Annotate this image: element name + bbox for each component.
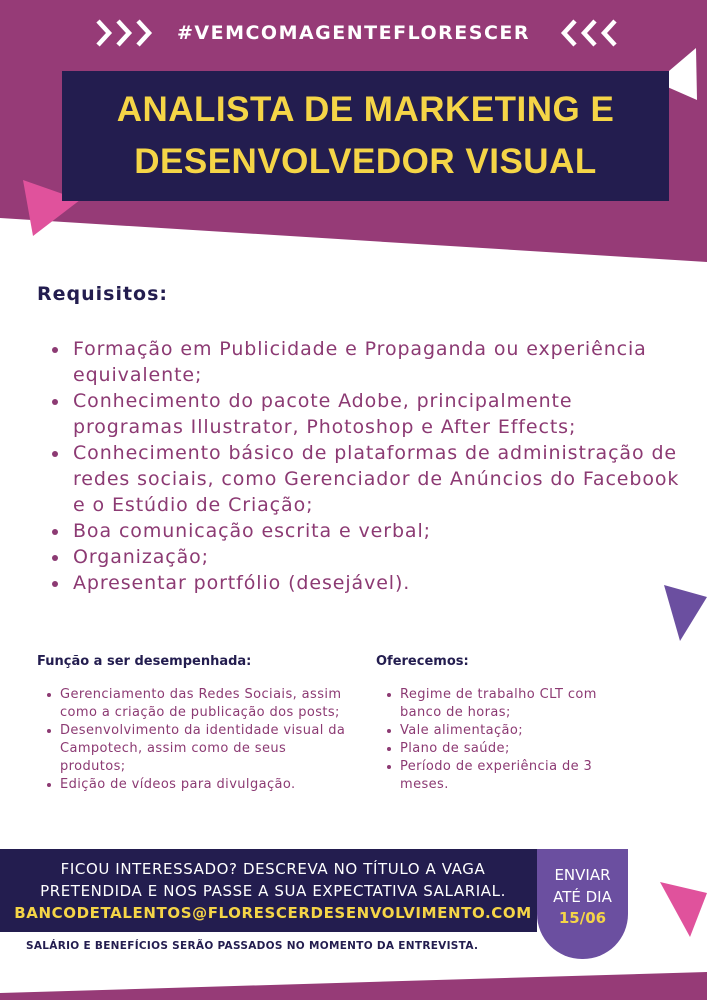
list-item: Boa comunicação escrita e verbal; bbox=[50, 518, 690, 544]
function-list bbox=[46, 686, 351, 794]
list-item: Gerenciamento das Redes Sociais, assim como a criação de publicação dos posts; bbox=[46, 686, 351, 722]
function-heading: Função a ser desempenhada: bbox=[37, 654, 252, 669]
deadline-badge bbox=[537, 849, 628, 959]
hashtag: #VEMCOMAGENTEFLORESCER bbox=[176, 22, 531, 44]
requirements-heading: Requisitos: bbox=[37, 283, 169, 305]
title-box bbox=[62, 71, 669, 201]
list-item: Regime de trabalho CLT com banco de horas; bbox=[386, 686, 636, 722]
cta-line-2: PRETENDIDA E NOS PASSE A SUA EXPECTATIVA SALARIAL. bbox=[40, 882, 506, 900]
list-item: Conhecimento do pacote Adobe, principalmente programas Illustrator, Photoshop e After Effects; bbox=[50, 388, 690, 440]
list-item: Período de experiência de 3 meses. bbox=[386, 758, 636, 794]
requirements-list bbox=[50, 336, 690, 596]
list-item: Vale alimentação; bbox=[386, 722, 636, 740]
list-item: Plano de saúde; bbox=[386, 740, 636, 758]
deadline-date: 15/06 bbox=[558, 909, 607, 927]
contact-email[interactable]: BANCODETALENTOS@FLORESCERDESENVOLVIMENTO.COM bbox=[14, 904, 532, 922]
title-line-2: DESENVOLVEDOR VISUAL bbox=[134, 142, 597, 181]
list-item: Conhecimento básico de plataformas de administração de redes sociais, como Gerenciador de Anúncios do Facebook e o Estúdio de Criação; bbox=[50, 440, 690, 518]
offers-list bbox=[386, 686, 636, 794]
magenta-footer-band bbox=[0, 972, 707, 1000]
list-item: Edição de vídeos para divulgação. bbox=[46, 776, 351, 794]
deadline-line-2: ATÉ DIA bbox=[553, 888, 612, 906]
pink-triangle-bottom-right bbox=[660, 882, 707, 937]
list-item: Apresentar portfólio (desejável). bbox=[50, 570, 690, 596]
page-title bbox=[117, 84, 615, 188]
list-item: Formação em Publicidade e Propaganda ou experiência equivalente; bbox=[50, 336, 690, 388]
deadline-line-1: ENVIAR bbox=[554, 866, 611, 884]
footer-note: SALÁRIO E BENEFÍCIOS SERÃO PASSADOS NO MOMENTO DA ENTREVISTA. bbox=[26, 940, 479, 952]
call-to-action-text bbox=[0, 858, 546, 924]
title-line-1: ANALISTA DE MARKETING E bbox=[116, 90, 615, 129]
list-item: Desenvolvimento da identidade visual da Campotech, assim como de seus produtos; bbox=[46, 722, 351, 776]
cta-line-1: FICOU INTERESSADO? DESCREVA NO TÍTULO A VAGA bbox=[60, 860, 486, 878]
offers-heading: Oferecemos: bbox=[376, 654, 469, 669]
list-item: Organização; bbox=[50, 544, 690, 570]
